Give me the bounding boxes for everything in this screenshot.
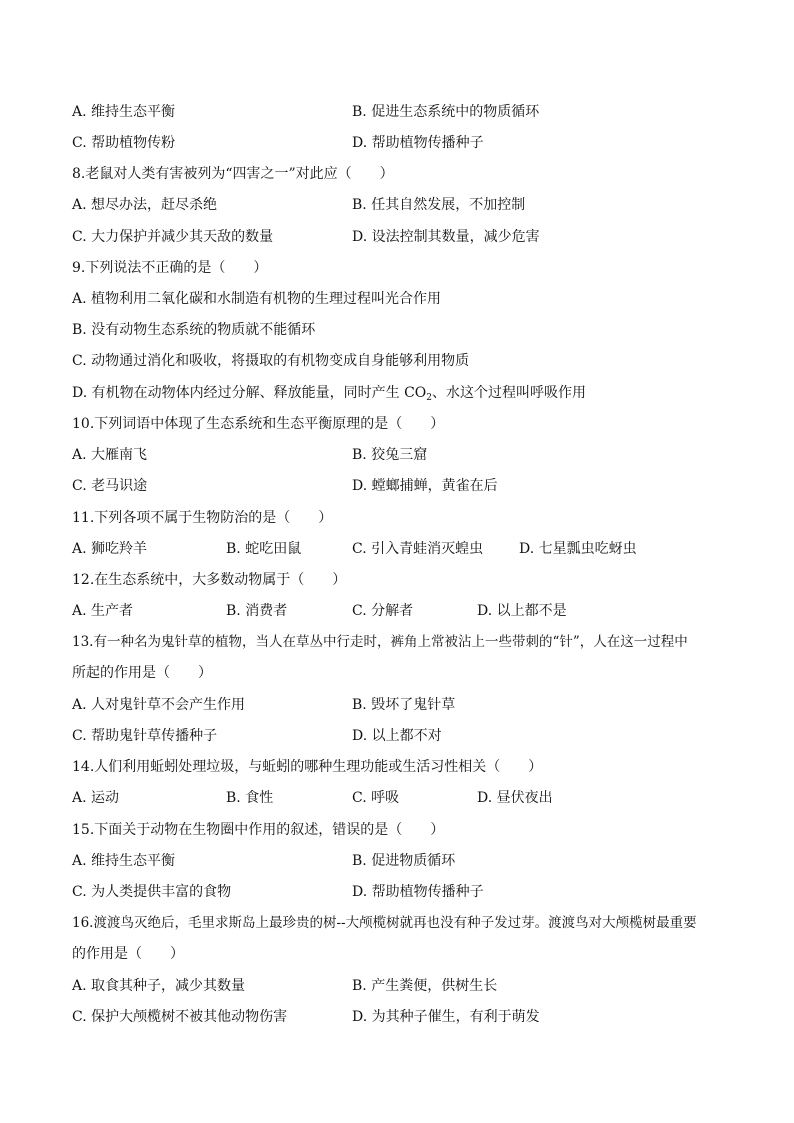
q11-option-c: C. 引入青蛙消灭蝗虫 [352, 541, 484, 557]
q13-option-b: B. 毁坏了鬼针草 [352, 697, 456, 713]
q11-stem: 11.下列各项不属于生物防治的是（ ） [72, 510, 333, 526]
q16-stem-line-1: 16.渡渡鸟灭绝后，毛里求斯岛上最珍贵的树--大颅榄树就再也没有种子发过芽。渡渡鸟对大颅榄树最重要 [72, 915, 697, 931]
q10-option-d: D. 螳螂捕蝉，黄雀在后 [352, 478, 498, 494]
q14-option-a: A. 运动 [72, 790, 120, 806]
q13-stem-line-1: 13.有一种名为鬼针草的植物，当人在草丛中行走时，裤角上常被沾上一些带刺的“针”，人在这一过程中 [72, 634, 688, 650]
q15-option-c: C. 为人类提供丰富的食物 [72, 884, 232, 900]
q15-option-d: D. 帮助植物传播种子 [352, 884, 484, 900]
q11-option-d: D. 七星瓢虫吃蚜虫 [519, 541, 637, 557]
q7-option-a: A. 维持生态平衡 [72, 104, 176, 120]
q15-stem: 15.下面关于动物在生物圈中作用的叙述，错误的是（ ） [72, 822, 445, 838]
q16-option-a: A. 取食其种子，减少其数量 [72, 978, 246, 994]
q12-option-c: C. 分解者 [352, 603, 414, 619]
q15-option-a: A. 维持生态平衡 [72, 853, 176, 869]
q14-stem: 14.人们利用蚯蚓处理垃圾，与蚯蚓的哪种生理功能或生活习性相关（ ） [72, 759, 543, 775]
q11-option-b: B. 蛇吃田鼠 [226, 541, 302, 557]
q8-option-b: B. 任其自然发展，不加控制 [352, 197, 526, 213]
q12-option-d: D. 以上都不是 [477, 603, 567, 619]
q16-option-b: B. 产生粪便，供树生长 [352, 978, 498, 994]
q8-stem: 8.老鼠对人类有害被列为“四害之一”对此应（ ） [72, 166, 394, 182]
q13-option-a: A. 人对鬼针草不会产生作用 [72, 697, 246, 713]
co2-subscript: 2 [426, 393, 432, 403]
q13-option-c: C. 帮助鬼针草传播种子 [72, 728, 218, 744]
q16-option-c: C. 保护大颅榄树不被其他动物伤害 [72, 1009, 288, 1025]
q8-option-a: A. 想尽办法，赶尽杀绝 [72, 197, 218, 213]
q14-option-d: D. 昼伏夜出 [477, 790, 553, 806]
q14-option-b: B. 食性 [226, 790, 274, 806]
q14-option-c: C. 呼吸 [352, 790, 400, 806]
q12-option-b: B. 消费者 [226, 603, 288, 619]
q9-option-a: A. 植物利用二氧化碳和水制造有机物的生理过程叫光合作用 [72, 291, 442, 307]
q9-option-b: B. 没有动物生态系统的物质就不能循环 [72, 322, 316, 338]
q15-option-b: B. 促进物质循环 [352, 853, 456, 869]
q13-option-d: D. 以上都不对 [352, 728, 442, 744]
q10-stem: 10.下列词语中体现了生态系统和生态平衡原理的是（ ） [72, 416, 445, 432]
q13-stem-line-2: 所起的作用是（ ） [72, 665, 212, 681]
q7-option-c: C. 帮助植物传粉 [72, 135, 176, 151]
q7-option-d: D. 帮助植物传播种子 [352, 135, 484, 151]
q9-option-d [72, 383, 586, 403]
q9-stem: 9.下列说法不正确的是（ ） [72, 260, 268, 276]
q9-option-c: C. 动物通过消化和吸收，将摄取的有机物变成自身能够利用物质 [72, 353, 470, 369]
q16-stem-line-2: 的作用是（ ） [72, 946, 184, 962]
q10-option-c: C. 老马识途 [72, 478, 148, 494]
q9-option-d-text-end: 、水这个过程叫呼吸作用 [432, 385, 586, 401]
q16-option-d: D. 为其种子催生，有利于萌发 [352, 1009, 540, 1025]
q10-option-b: B. 狡兔三窟 [352, 447, 428, 463]
q12-option-a: A. 生产者 [72, 603, 134, 619]
q8-option-c: C. 大力保护并减少其天敌的数量 [72, 229, 274, 245]
q9-option-d-text: D. 有机物在动物体内经过分解、释放能量，同时产生 CO [72, 385, 427, 401]
q10-option-a: A. 大雁南飞 [72, 447, 148, 463]
q12-stem: 12.在生态系统中，大多数动物属于（ ） [72, 572, 347, 588]
q7-option-b: B. 促进生态系统中的物质循环 [352, 104, 540, 120]
q8-option-d: D. 设法控制其数量，减少危害 [352, 229, 540, 245]
q11-option-a: A. 狮吃羚羊 [72, 541, 148, 557]
